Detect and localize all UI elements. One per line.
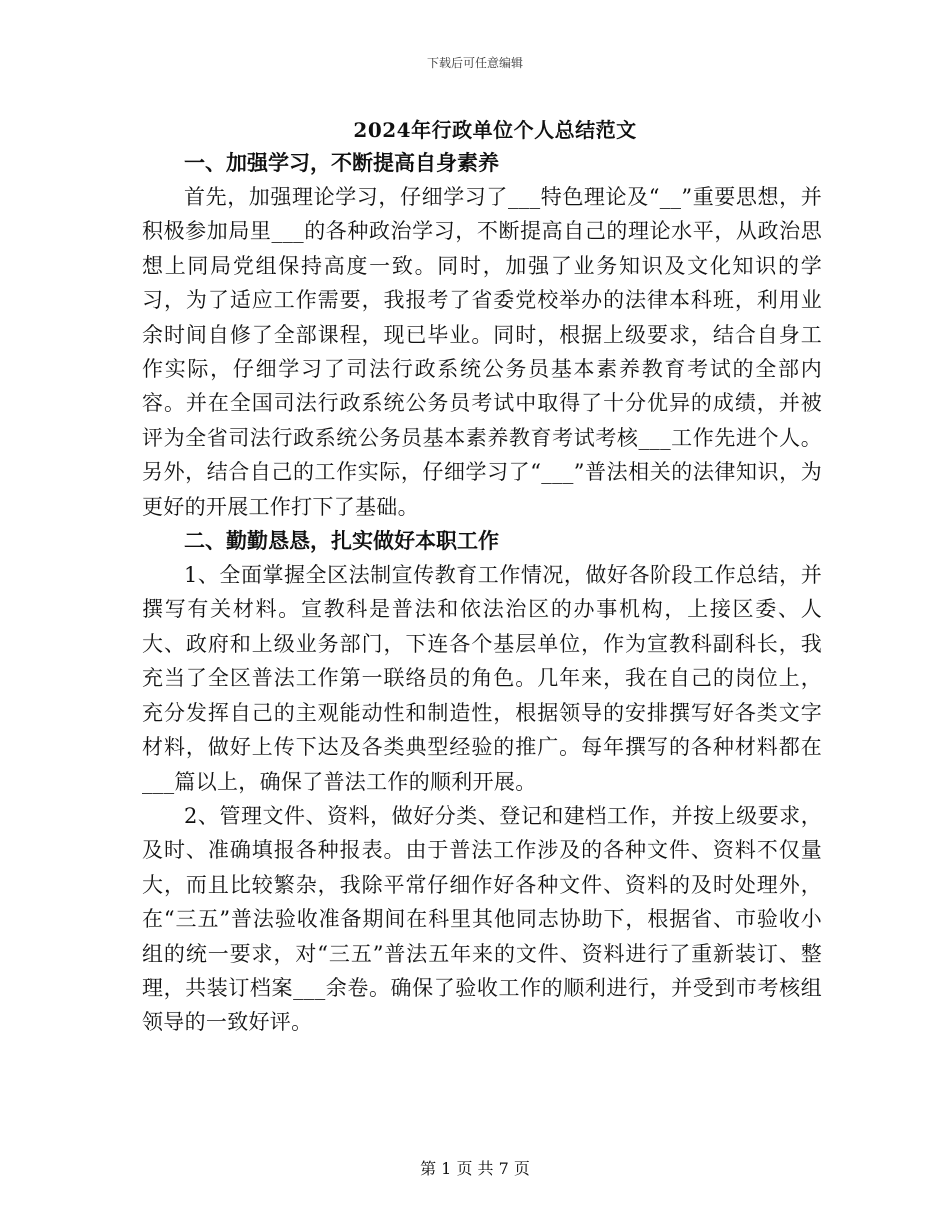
section-heading-2: 二、勤勤恳恳，扎实做好本职工作 bbox=[184, 528, 499, 554]
section-2-paragraph-1: 1、全面掌握全区法制宣传教育工作情况，做好各阶段工作总结，并撰写有关材料。宣教科是普法和依法治区的办事机构，上接区委、人大、政府和上级业务部门，下连各个基层单位，作为宣教科副科长，我充当了全区普法工作第一联络员的角色。几年来，我在自己的岗位上，充分发挥自己的主观能动性和制造性，根据领导的安排撰写好各类文字材料，做好上传下达及各类典型经验的推广。每年撰写的各种材料都在___篇以上，确保了普法工作的顺利开展。 bbox=[142, 563, 822, 794]
document-title: 2024年行政单位个人总结范文 bbox=[353, 118, 637, 142]
document-body bbox=[142, 146, 822, 1040]
header-note: 下载后可任意编辑 bbox=[426, 56, 523, 70]
section-heading-1: 一、加强学习，不断提高自身素养 bbox=[184, 150, 499, 175]
page-footer: 第 1 页 共 7 页 bbox=[420, 1159, 530, 1178]
section-2-paragraph-2: 2、管理文件、资料，做好分类、登记和建档工作，并按上级要求，及时、准确填报各种报表。由于普法工作涉及的各种文件、资料不仅量大，而且比较繁杂，我除平常仔细作好各种文件、资料的及时处理外，在“三五”普法验收准备期间在科里其他同志协助下，根据省、市验收小组的统一要求，对“三五”普法五年来的文件、资料进行了重新装订、整理，共装订档案___余卷。确保了验收工作的顺利进行，并受到市考核组领导的一致好评。 bbox=[142, 803, 822, 1035]
section-1-paragraph-1: 首先，加强理论学习，仔细学习了___特色理论及“__”重要思想，并积极参加局里___的各种政治学习，不断提高自己的理论水平，从政治思想上同局党组保持高度一致。同时，加强了业务知识及文化知识的学习，为了适应工作需要，我报考了省委党校举办的法律本科班，利用业余时间自修了全部课程，现已毕业。同时，根据上级要求，结合自身工作实际，仔细学习了司法行政系统公务员基本素养教育考试的全部内容。并在全国司法行政系统公务员考试中取得了十分优异的成绩，并被评为全省司法行政系统公务员基本素养教育考试考核___工作先进个人。另外，结合自己的工作实际，仔细学习了“___”普法相关的法律知识，为更好的开展工作打下了基础。 bbox=[142, 185, 822, 519]
